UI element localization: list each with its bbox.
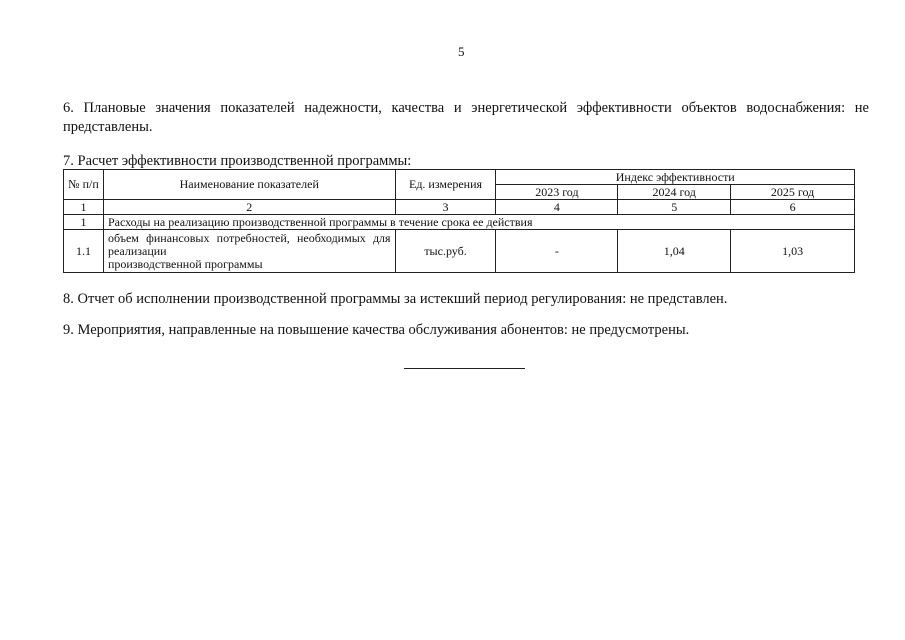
group-row-label: Расходы на реализацию производственной программы в течение срока ее действия (103, 215, 854, 230)
section-8-text: 8. Отчет об исполнении производственной программы за истекший период регулирования: не представлен. (63, 291, 728, 307)
data-row-2025: 1,03 (731, 230, 855, 273)
col-number-4: 4 (496, 200, 618, 215)
header-year-2025: 2025 год (731, 185, 855, 200)
data-row-name (103, 230, 395, 273)
col-number-5: 5 (618, 200, 731, 215)
col-number-3: 3 (395, 200, 496, 215)
data-row-unit: тыс.руб. (395, 230, 496, 273)
page-number: 5 (458, 44, 465, 59)
section-6-text: 6. Плановые значения показателей надежности, качества и энергетической эффективности объектов водоснабжения: не представлены. (63, 100, 869, 135)
section-7-title: 7. Расчет эффективности производственной программы: (63, 153, 412, 169)
data-row-name-line1: объем финансовых потребностей, необходимых для реализации (107, 230, 391, 258)
data-row-2024: 1,04 (618, 230, 731, 273)
data-row-2023: - (496, 230, 618, 273)
table-row (64, 230, 855, 273)
header-year-2024: 2024 год (618, 185, 731, 200)
header-year-2023: 2023 год (496, 185, 618, 200)
section-9-text: 9. Мероприятия, направленные на повышение качества обслуживания абонентов: не предусмотрены. (63, 322, 690, 338)
data-row-num: 1.1 (64, 230, 104, 273)
col-number-1: 1 (64, 200, 104, 215)
col-number-6: 6 (731, 200, 855, 215)
header-name: Наименование показателей (103, 170, 395, 200)
data-row-name-line2: производственной программы (107, 256, 263, 271)
header-index-group: Индекс эффективности (496, 170, 855, 185)
group-row-num: 1 (64, 215, 104, 230)
efficiency-table (63, 169, 855, 273)
end-divider (404, 368, 525, 369)
header-unit: Ед. измерения (395, 170, 496, 200)
col-number-2: 2 (103, 200, 395, 215)
header-num: № п/п (64, 170, 104, 200)
